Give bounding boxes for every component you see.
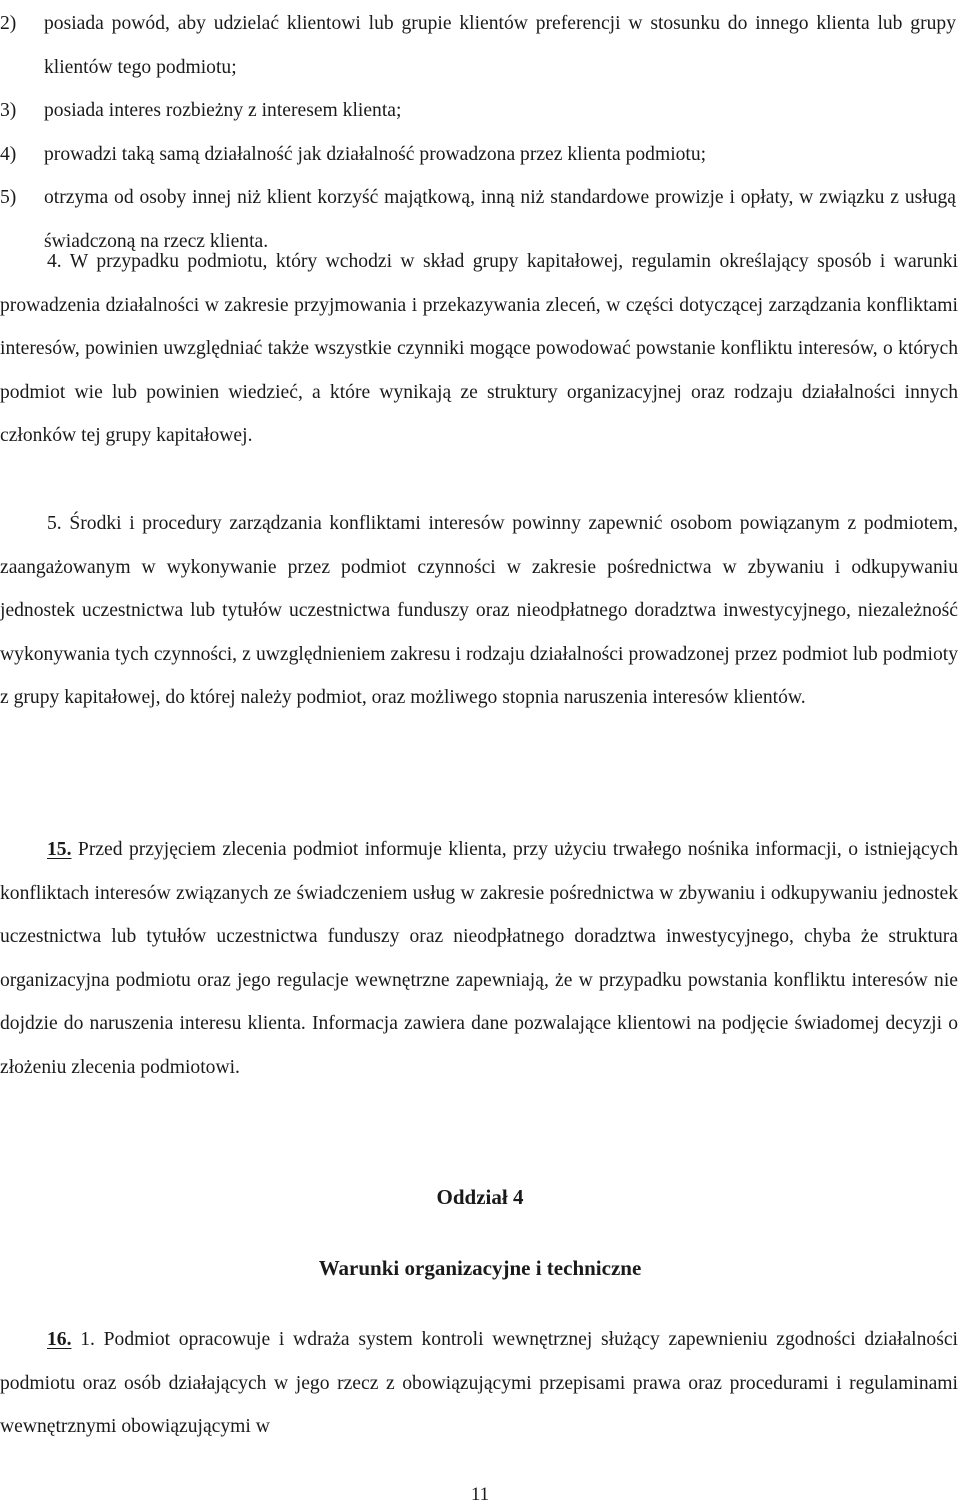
paragraph-number: 4. <box>47 251 62 272</box>
list-item <box>0 89 958 133</box>
list-item-number: 4) <box>0 143 17 165</box>
list-item-text: otrzyma od osoby innej niż klient korzyść majątkową, inną niż standardowe prowizje i opłaty, w związku z usługą świadczoną na rzecz klienta. <box>44 187 956 252</box>
section-number: 16. <box>47 1329 72 1350</box>
list-item-number: 2) <box>0 13 17 34</box>
list-item-text: posiada interes rozbieżny z interesem klienta; <box>44 100 402 121</box>
section-title: Warunki organizacyjne i techniczne <box>318 1256 642 1280</box>
list-item <box>0 133 958 177</box>
paragraph-4 <box>0 240 960 458</box>
section-number: 15. <box>47 839 72 860</box>
list-item-text: prowadzi taką samą działalność jak działalność prowadzona przez klienta podmiotu; <box>44 143 707 165</box>
list-item-text: posiada powód, aby udzielać klientowi lub grupie klientów preferencji w stosunku do innego klienta lub grupy klientów tego podmiotu; <box>44 13 956 78</box>
section-text: Podmiot opracowuje i wdraża system kontroli wewnętrznej służący zapewnieniu zgodności działalności podmiotu oraz osób działających w jego rzecz z obowiązującymi przepisami prawa oraz procedurami i regulaminami wewnętrznymi obowiązującymi w <box>0 1329 958 1437</box>
paragraph-number: 5. <box>47 513 62 534</box>
section-16 <box>0 1318 960 1449</box>
paragraph-number: 1. <box>80 1329 95 1350</box>
list-item <box>0 2 958 89</box>
page-number: 11 <box>470 1484 490 1505</box>
numbered-list <box>0 2 958 263</box>
list-item-number: 3) <box>0 100 17 121</box>
section-15 <box>0 828 960 1089</box>
paragraph-text: W przypadku podmiotu, który wchodzi w skład grupy kapitałowej, regulamin określający sposób i warunki prowadzenia działalności w zakresie przyjmowania i przekazywania zleceń, w części dotyczącej zarządzania konfliktami interesów, powinien uwzględniać także wszystkie czynniki mogące powodować powstanie konfliktu interesów, o których podmiot wie lub powinien wiedzieć, a które wynikają ze struktury organizacyjnej oraz rodzaju działalności innych członków tej grupy kapitałowej. <box>0 251 958 446</box>
division-heading: Oddział 4 <box>436 1185 524 1209</box>
list-item-number: 5) <box>0 187 17 208</box>
paragraph-text: Środki i procedury zarządzania konfliktami interesów powinny zapewnić osobom powiązanym z podmiotem, zaangażowanym w wykonywanie przez podmiot czynności w zakresie pośrednictwa w zbywaniu i odkupywaniu jednostek uczestnictwa lub tytułów uczestnictwa funduszy oraz nieodpłatnego doradztwa inwestycyjnego, niezależność wykonywania tych czynności, z uwzględnieniem zakresu i rodzaju działalności prowadzonej przez podmiot lub podmioty z grupy kapitałowej, do której należy podmiot, oraz możliwego stopnia naruszenia interesów klientów. <box>0 513 958 708</box>
section-text: Przed przyjęciem zlecenia podmiot informuje klienta, przy użyciu trwałego nośnika informacji, o istniejących konfliktach interesów związanych ze świadczeniem usług w zakresie pośrednictwa w zbywaniu i odkupywaniu jednostek uczestnictwa lub tytułów uczestnictwa funduszy oraz nieodpłatnego doradztwa inwestycyjnego, chyba że struktura organizacyjna podmiotu oraz jego regulacje wewnętrzne zapewniają, że w przypadku powstania konfliktu interesów nie dojdzie do naruszenia interesu klienta. Informacja zawiera dane pozwalające klientowi na podjęcie świadomej decyzji o złożeniu zlecenia podmiotowi. <box>0 839 958 1078</box>
paragraph-5 <box>0 502 960 720</box>
